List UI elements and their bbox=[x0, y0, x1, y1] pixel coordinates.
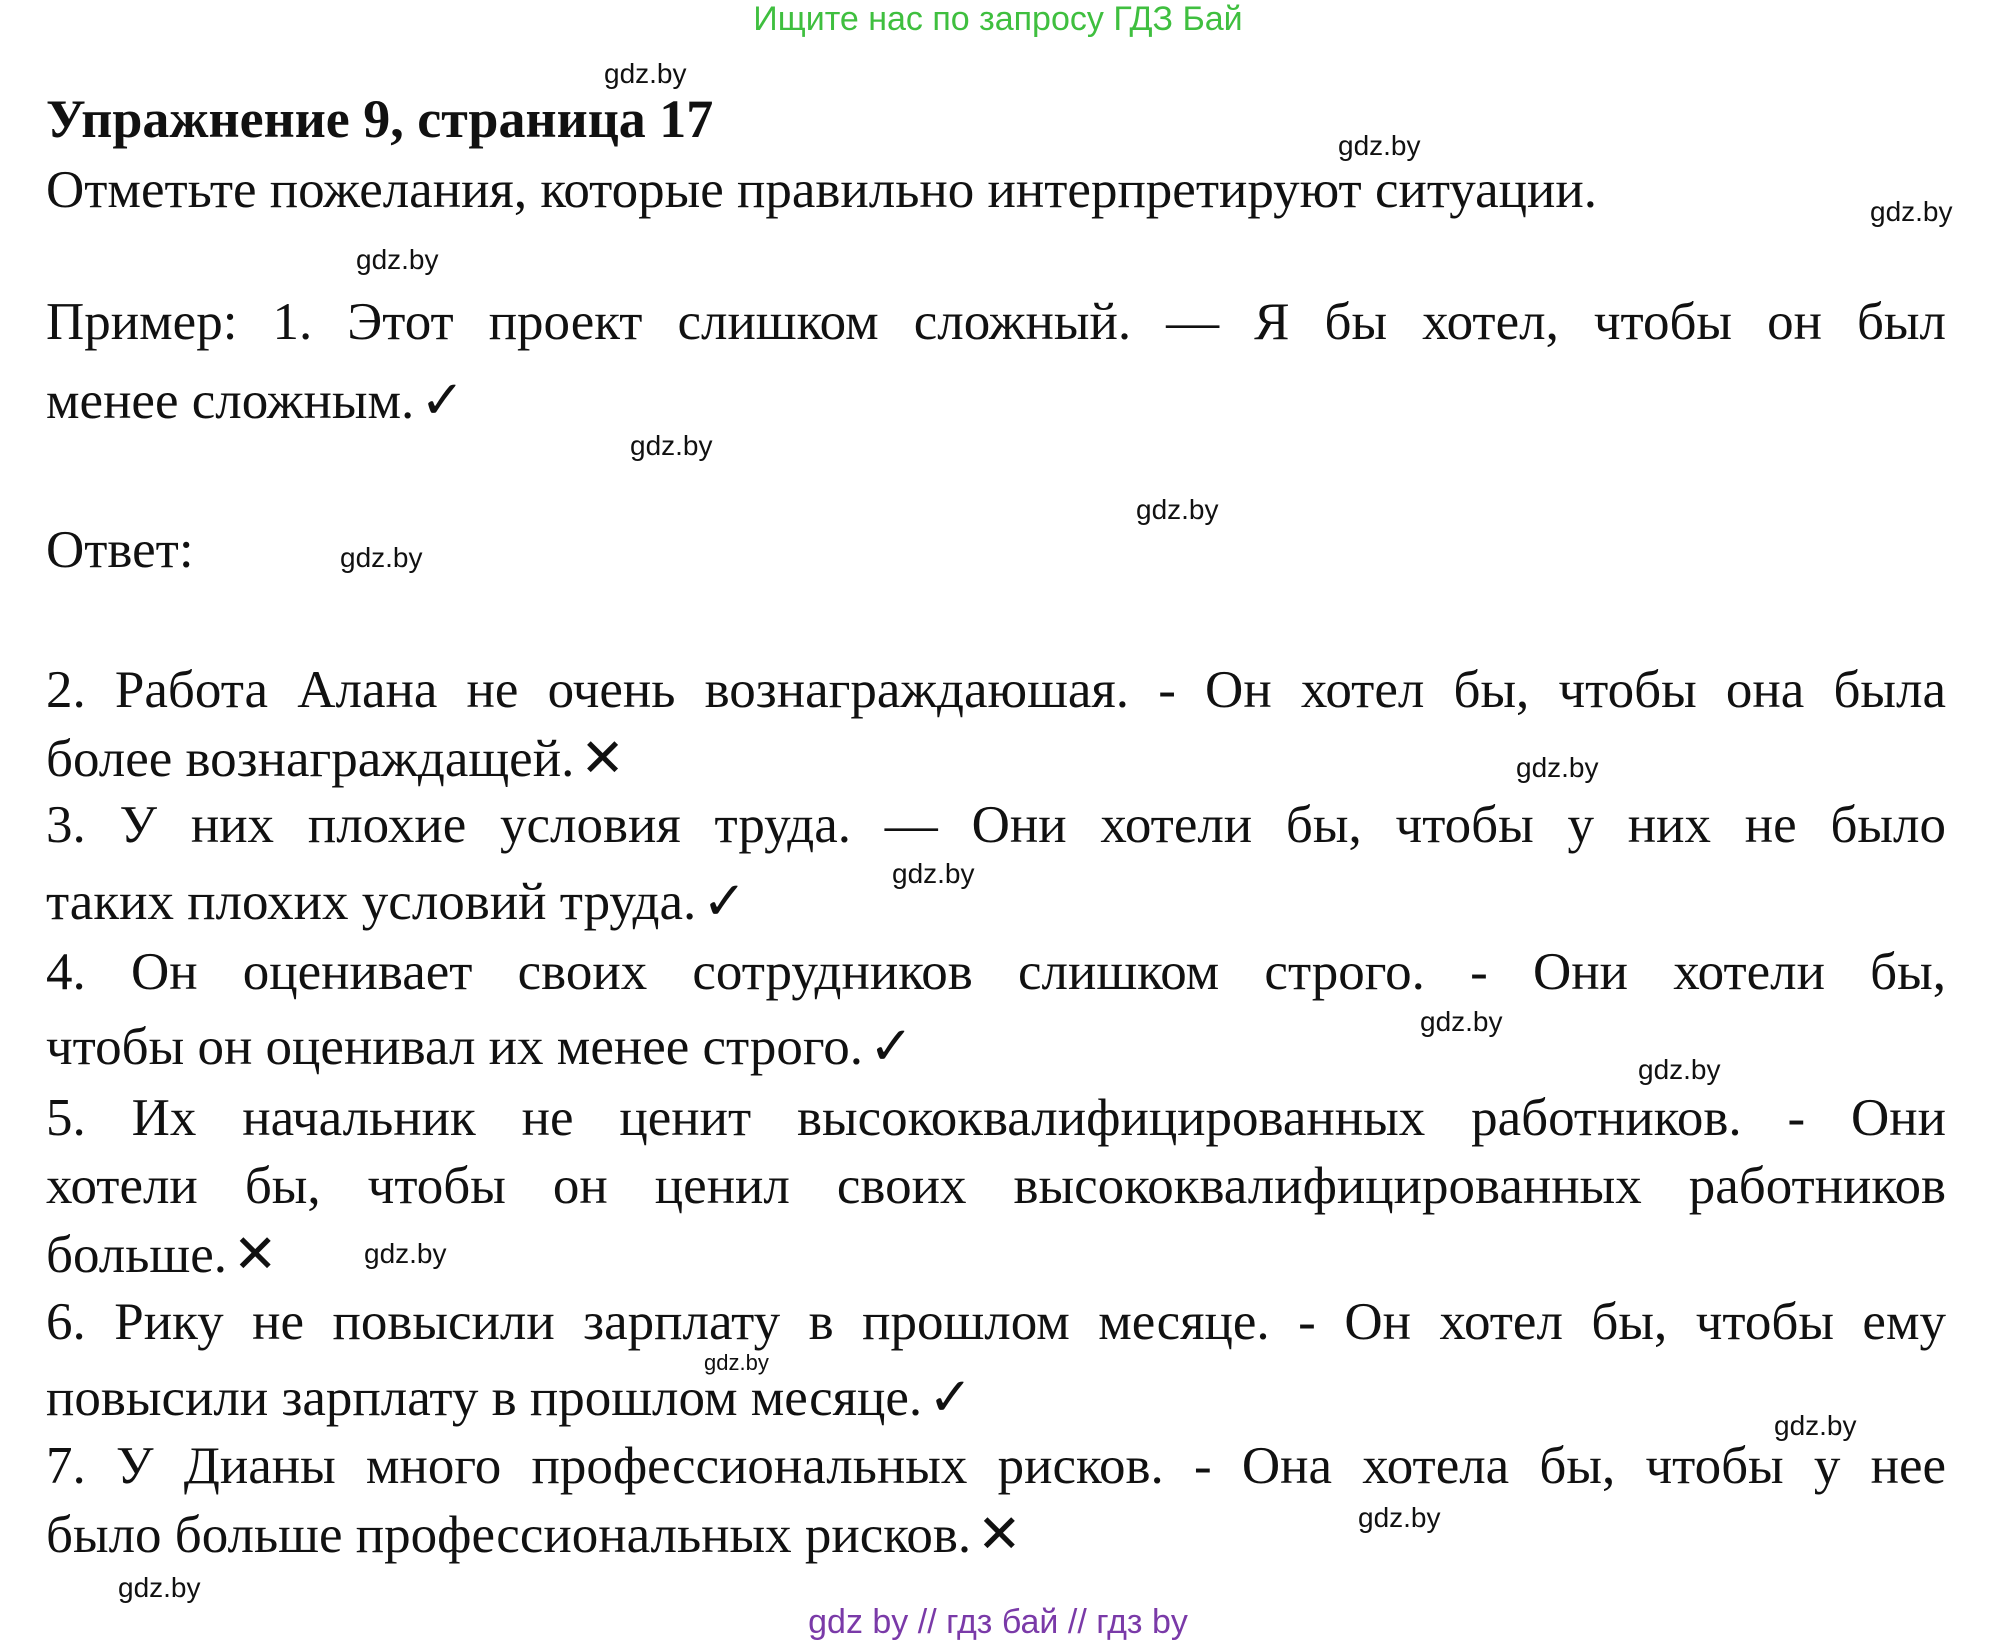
answer-4-line-1: 4. Он оценивает своих сотрудников слишком строго. - Они хотели бы, bbox=[46, 943, 1946, 1001]
check-mark-icon: ✓ bbox=[928, 1369, 973, 1427]
example-line-2 bbox=[46, 370, 465, 431]
watermark: gdz.by bbox=[630, 430, 713, 461]
watermark: gdz.by bbox=[1774, 1410, 1857, 1441]
watermark: gdz.by bbox=[604, 58, 687, 89]
answer-label: Ответ: bbox=[46, 521, 194, 579]
watermark: gdz.by bbox=[1870, 196, 1953, 227]
answer-5-line-1b: хотели бы, чтобы он ценил своих высококвалифицированных работников bbox=[46, 1157, 1946, 1215]
answer-7-line-1: 7. У Дианы много профессиональных рисков. - Она хотела бы, чтобы у нее bbox=[46, 1437, 1946, 1495]
example-text: менее сложным. bbox=[46, 372, 415, 430]
cross-mark-icon: ✕ bbox=[977, 1506, 1022, 1564]
answer-3-line-1: 3. У них плохие условия труда. — Они хотели бы, чтобы у них не было bbox=[46, 796, 1946, 854]
cross-mark-icon: ✕ bbox=[580, 730, 625, 788]
answer-6-line-2 bbox=[46, 1367, 973, 1428]
answer-text: чтобы он оценивал их менее строго. bbox=[46, 1018, 864, 1076]
site-banner: Ищите нас по запросу ГДЗ Бай bbox=[753, 0, 1243, 38]
answer-4-line-2 bbox=[46, 1016, 913, 1077]
watermark: gdz.by bbox=[118, 1572, 201, 1603]
exercise-title: Упражнение 9, страница 17 bbox=[46, 89, 714, 149]
check-mark-icon: ✓ bbox=[702, 873, 747, 931]
answer-6-line-1: 6. Рику не повысили зарплату в прошлом месяце. - Он хотел бы, чтобы ему bbox=[46, 1293, 1946, 1351]
check-mark-icon: ✓ bbox=[869, 1018, 914, 1076]
watermark: gdz.by bbox=[340, 542, 423, 573]
answer-text: таких плохих условий труда. bbox=[46, 873, 697, 931]
answer-7-line-2 bbox=[46, 1504, 1022, 1565]
watermark: gdz.by bbox=[1516, 752, 1599, 783]
answer-5-line-1: 5. Их начальник не ценит высококвалифицированных работников. - Они bbox=[46, 1089, 1946, 1147]
watermark: gdz.by bbox=[704, 1350, 769, 1375]
example-line-1: Пример: 1. Этот проект слишком сложный. — Я бы хотел, чтобы он был bbox=[46, 293, 1946, 351]
watermark: gdz.by bbox=[1338, 130, 1421, 161]
answer-text: было больше профессиональных рисков. bbox=[46, 1506, 972, 1564]
answer-text: больше. bbox=[46, 1226, 227, 1284]
answer-2-line-2 bbox=[46, 728, 625, 789]
watermark: gdz.by bbox=[364, 1238, 447, 1269]
check-mark-icon: ✓ bbox=[420, 372, 465, 430]
answer-5-line-2 bbox=[46, 1224, 277, 1285]
watermark: gdz.by bbox=[1358, 1502, 1441, 1533]
footer-links: gdz by // гдз бай // гдз by bbox=[808, 1603, 1188, 1641]
watermark: gdz.by bbox=[356, 244, 439, 275]
watermark: gdz.by bbox=[892, 858, 975, 889]
watermark: gdz.by bbox=[1638, 1054, 1721, 1085]
watermark: gdz.by bbox=[1420, 1006, 1503, 1037]
cross-mark-icon: ✕ bbox=[232, 1226, 278, 1284]
answer-3-line-2 bbox=[46, 871, 747, 932]
instruction-text: Отметьте пожелания, которые правильно интерпретируют ситуации. bbox=[46, 161, 1597, 219]
answer-text: более вознаграждащей. bbox=[46, 730, 575, 788]
answer-text: повысили зарплату в прошлом месяце. bbox=[46, 1369, 923, 1427]
answer-2-line-1: 2. Работа Алана не очень вознаграждаюшая. - Он хотел бы, чтобы она была bbox=[46, 661, 1946, 719]
watermark: gdz.by bbox=[1136, 494, 1219, 525]
